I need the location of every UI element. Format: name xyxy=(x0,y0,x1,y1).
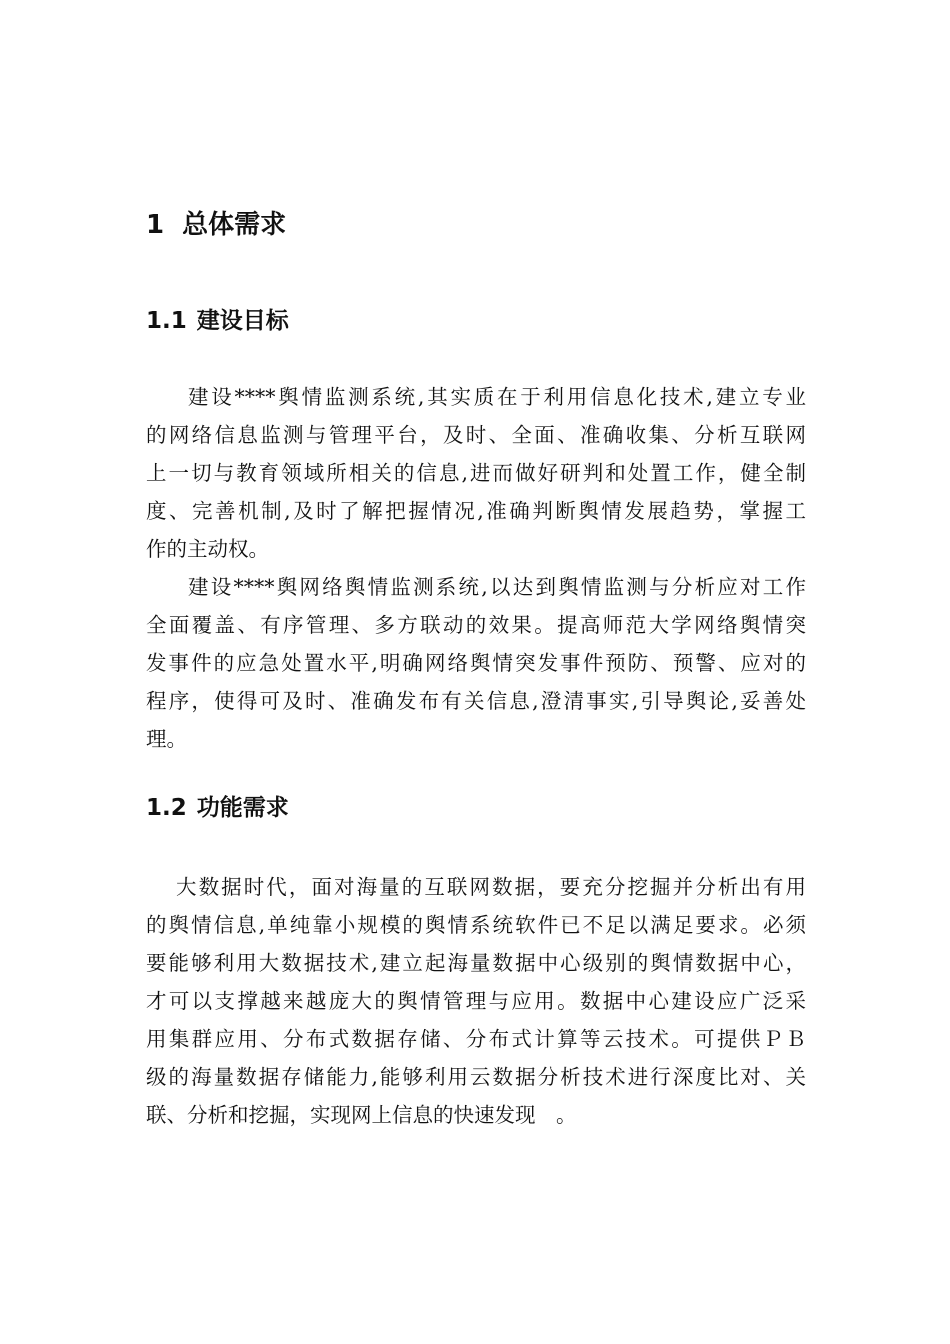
paragraph-line: 的舆情信息,单纯靠小规模的舆情系统软件已不足以满足要求。必须 xyxy=(146,913,806,937)
section-1-2-body xyxy=(146,868,806,1134)
section-title: 功能需求 xyxy=(196,795,289,821)
paragraph-line: 程序，使得可及时、准确发布有关信息,澄清事实,引导舆论,妥善处 xyxy=(146,689,806,713)
paragraph-line: 发事件的应急处置水平,明确网络舆情突发事件预防、预警、应对的 xyxy=(146,651,806,675)
paragraph-line: 才可以支撑越来越庞大的舆情管理与应用。数据中心建设应广泛采 xyxy=(146,989,806,1013)
chapter-title: 总体需求 xyxy=(182,210,287,240)
section-number: 1.1 xyxy=(146,308,187,334)
paragraph-line: 大数据时代，面对海量的互联网数据，要充分挖掘并分析出有用 xyxy=(176,875,806,899)
chapter-number: 1 xyxy=(146,210,165,240)
section-heading-1-2 xyxy=(146,790,289,826)
paragraph-line: 要能够利用大数据技术,建立起海量数据中心级别的舆情数据中心， xyxy=(146,951,806,975)
section-title: 建设目标 xyxy=(196,308,289,334)
section-heading-1-1 xyxy=(146,303,289,339)
paragraph-line: 建设****舆情监测系统,其实质在于利用信息化技术,建立专业 xyxy=(188,385,806,409)
paragraph-line: 级的海量数据存储能力,能够利用云数据分析技术进行深度比对、关 xyxy=(146,1065,806,1089)
paragraph-line: 的网络信息监测与管理平台，及时、全面、准确收集、分析互联网 xyxy=(146,423,806,447)
paragraph-line: 建设****舆网络舆情监测系统,以达到舆情监测与分析应对工作 xyxy=(188,575,806,599)
paragraph-line: 用集群应用、分布式数据存储、分布式计算等云技术。可提供ＰＢ xyxy=(146,1027,806,1051)
section-1-1-body xyxy=(146,378,806,758)
paragraph-line: 全面覆盖、有序管理、多方联动的效果。提高师范大学网络舆情突 xyxy=(146,613,806,637)
paragraph-line: 理。 xyxy=(146,727,187,751)
paragraph-line: 上一切与教育领域所相关的信息,进而做好研判和处置工作，健全制 xyxy=(146,461,806,485)
paragraph-line: 联、分析和挖掘，实现网上信息的快速发现 。 xyxy=(146,1103,577,1127)
chapter-heading xyxy=(146,205,286,245)
paragraph-line: 作的主动权。 xyxy=(146,537,269,561)
section-number: 1.2 xyxy=(146,795,187,821)
paragraph-line: 度、完善机制,及时了解把握情况,准确判断舆情发展趋势，掌握工 xyxy=(146,499,806,523)
